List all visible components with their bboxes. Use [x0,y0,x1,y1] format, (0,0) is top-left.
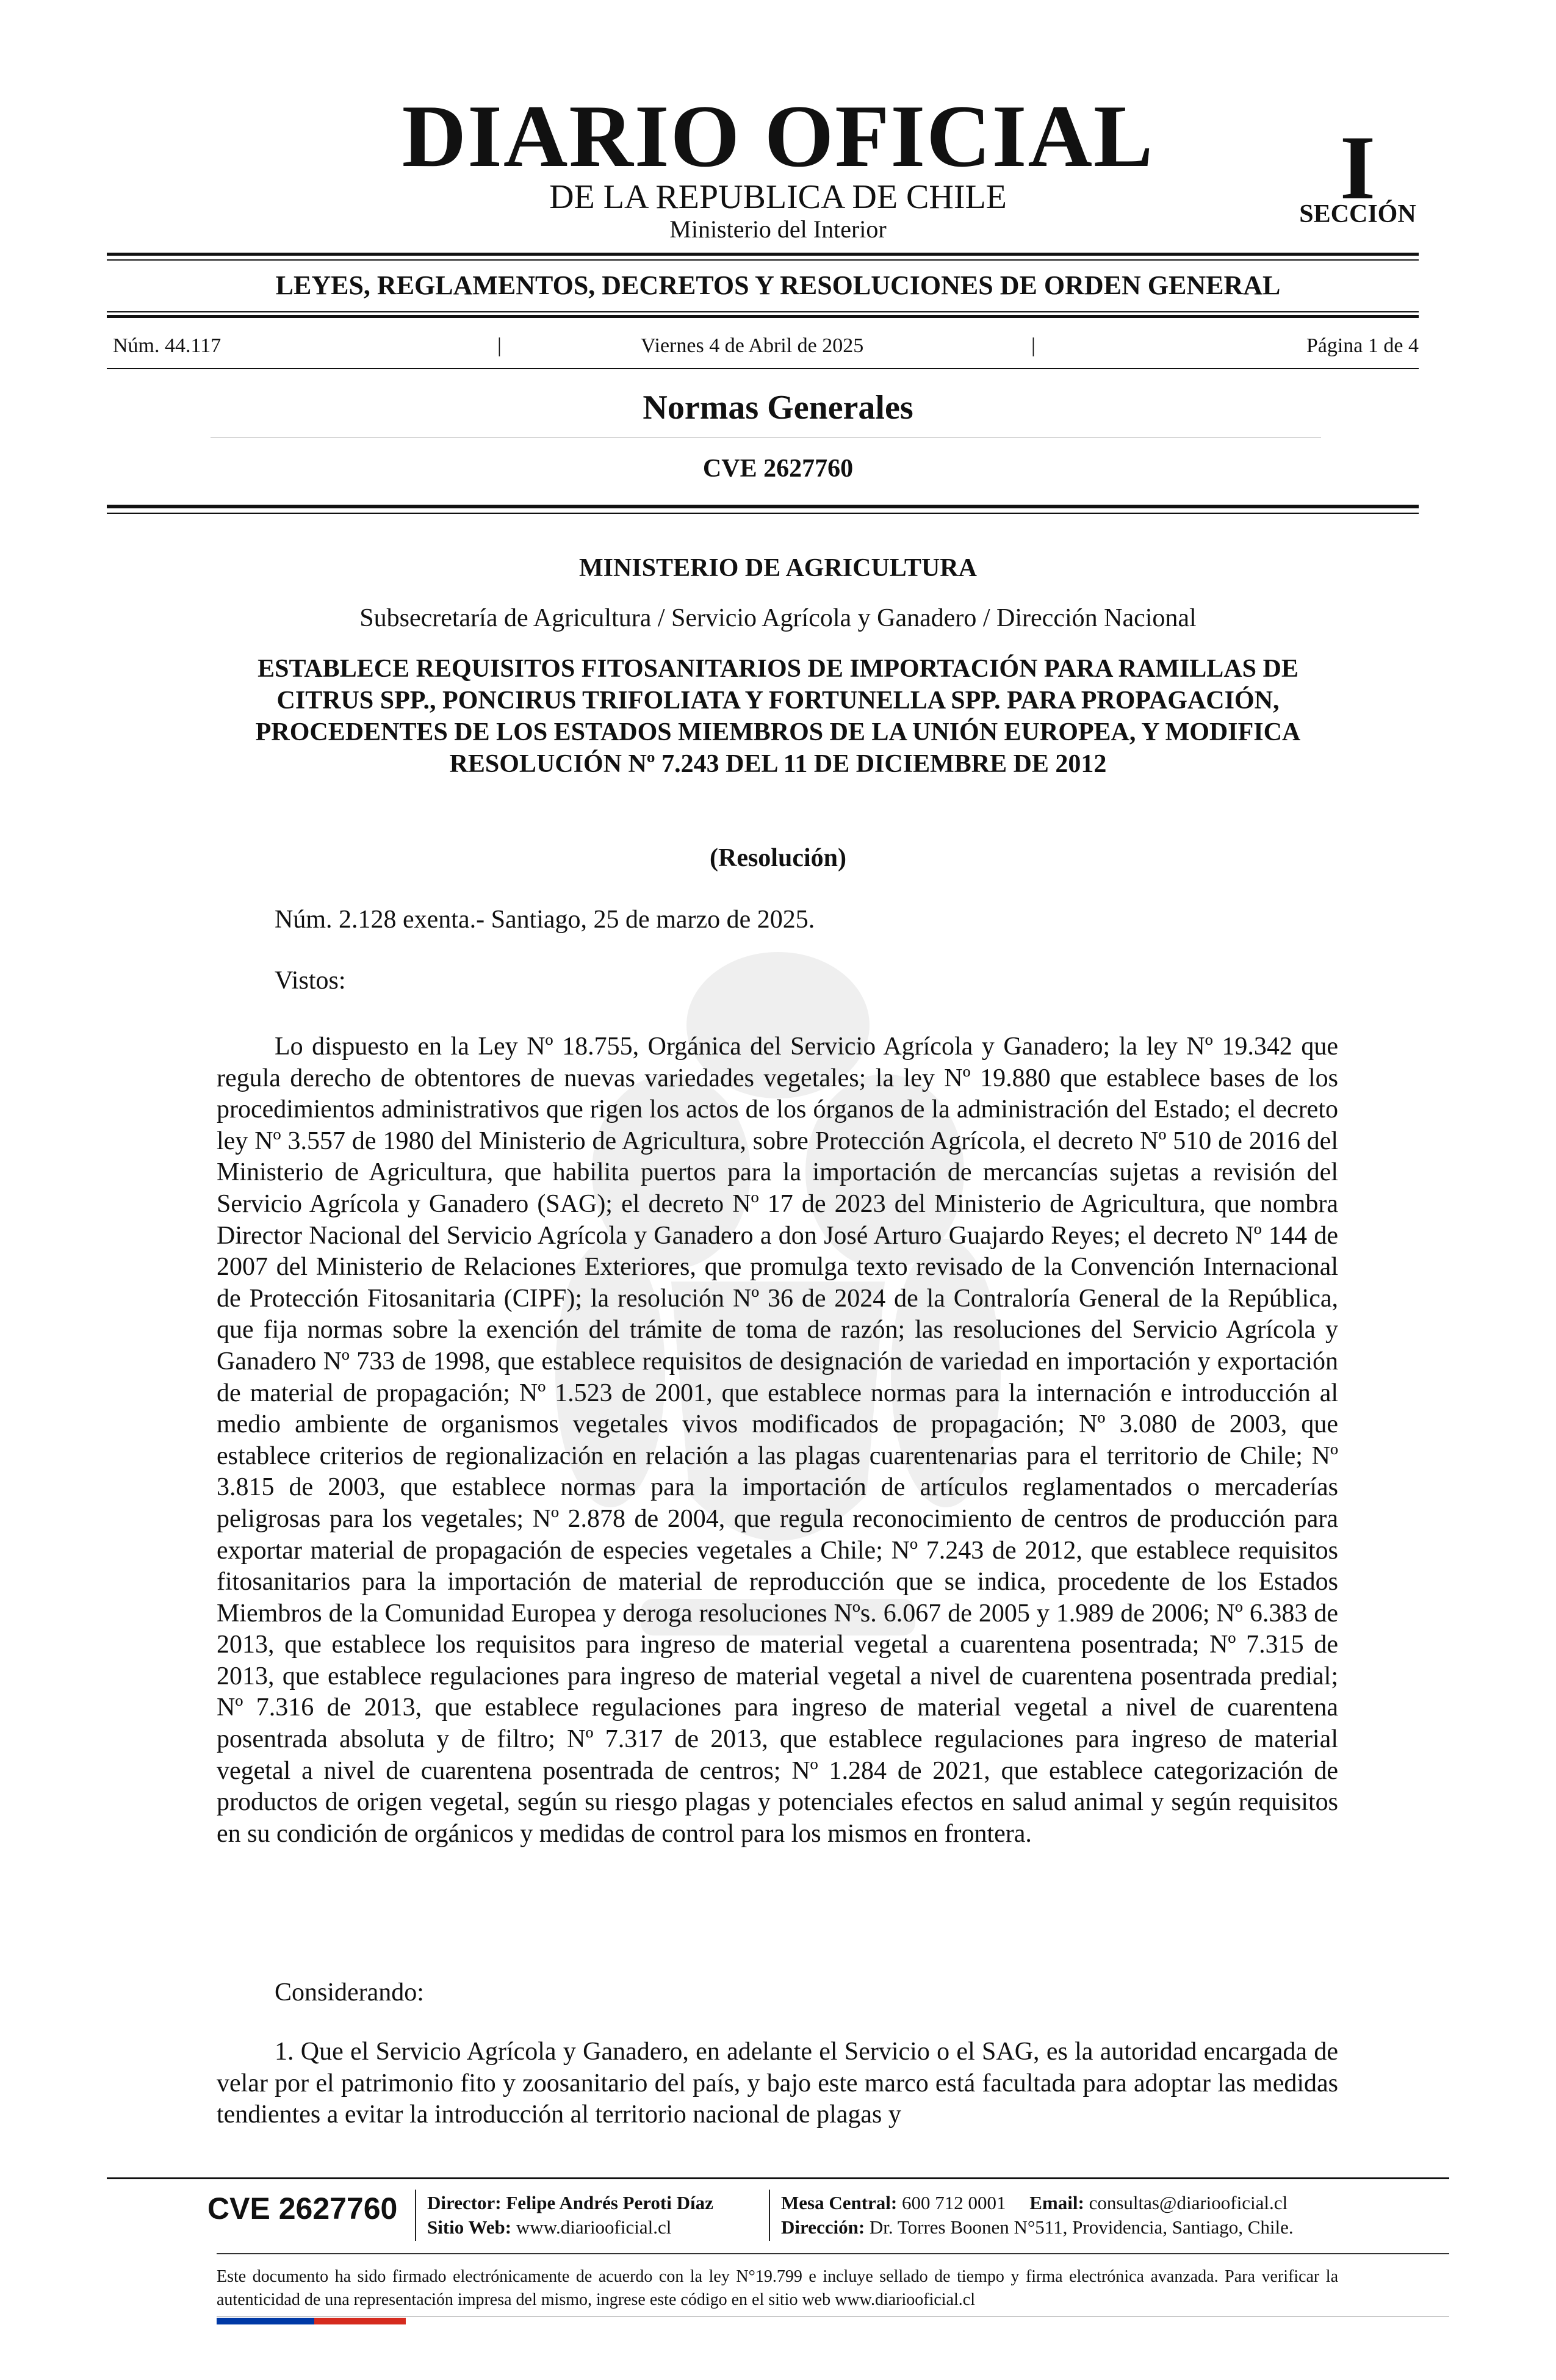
vistos-label: Vistos: [275,967,346,995]
direccion-value: Dr. Torres Boonen N°511, Providencia, Santiago, Chile. [869,2216,1294,2238]
footer-divider [769,2190,770,2241]
subsecretaria: Subsecretaría de Agricultura / Servicio Agrícola y Ganadero / Dirección Nacional [359,604,1197,632]
header-subtitle: LEYES, REGLAMENTOS, DECRETOS Y RESOLUCIONES DE ORDEN GENERAL [275,270,1281,300]
legal-notice: Este documento ha sido firmado electrónicamente de acuerdo con la ley N°19.799 e incluye sellado de tiempo y firma electrónica avanzada. Para verificar la autenticidad de una representación impresa del mismo, ingrese este código en el sitio web www.diariooficial.cl [217,2267,1338,2309]
issue-date: Viernes 4 de Abril de 2025 [641,334,864,357]
website-label: Sitio Web: [427,2216,512,2238]
footer-divider [415,2190,416,2241]
ministry-heading: MINISTERIO DE AGRICULTURA [579,554,977,582]
flag-stripe-red [314,2318,406,2324]
footer-contact [781,2191,1288,2215]
subtitle-rule-thick [107,315,1419,318]
footer-rule [107,2177,1449,2179]
director-name: Felipe Andrés Peroti Díaz [506,2192,713,2213]
cve-code: CVE 2627760 [702,455,854,483]
footer-website [427,2215,671,2240]
considerando-paragraph-1: 1. Que el Servicio Agrícola y Ganadero, en adelante el Servicio o el SAG, es la autoridad encargada de velar por el patrimonio fito y zoosanitario del país, y bajo este marco está facultada para adoptar las medidas tendientes a evitar la introducción al territorio nacional de plagas y [217,2038,1338,2129]
subtitle-rule-thin [107,311,1419,312]
cve-rule-thin [107,513,1419,514]
footer-address [781,2215,1294,2240]
meta-rule [107,368,1419,369]
footer-cve-code: CVE 2627760 [207,2191,398,2226]
resolution-number-line: Núm. 2.128 exenta.- Santiago, 25 de marzo de 2025. [275,906,815,934]
email-label: Email: [1029,2192,1084,2213]
section-label: SECCIÓN [1299,200,1416,228]
meta-separator: | [497,334,502,357]
section-heading: Normas Generales [643,389,913,427]
cve-rule-thick [107,505,1419,508]
email-link[interactable]: consultas@diariooficial.cl [1089,2192,1288,2213]
masthead-ministry: Ministerio del Interior [669,215,887,243]
masthead-rule-thick [107,253,1419,256]
issue-number: Núm. 44.117 [113,334,222,357]
mesa-value: 600 712 0001 [902,2192,1006,2213]
document-title: ESTABLECE REQUISITOS FITOSANITARIOS DE IMPORTACIÓN PARA RAMILLAS DE CITRUS SPP., PONCIRUS TRIFOLIATA Y FORTUNELLA SPP. PARA PROPAGACIÓN, PROCEDENTES DE LOS ESTADOS MIEMBROS DE LA UNIÓN EUROPEA, Y MODIFICA RESOLUCIÓN Nº 7.243 DEL 11 DE DICIEMBRE DE 2012 [255,655,1301,778]
footer-rule-2 [217,2253,1449,2254]
vistos-paragraph: Lo dispuesto en la Ley Nº 18.755, Orgánica del Servicio Agrícola y Ganadero; la ley Nº 19.342 que regula derecho de obtentores de nuevas variedades vegetales; la ley Nº 19.880 que establece bases de los procedimientos administrativos que rigen los actos de los órganos de la administración del Estado; el decreto ley Nº 3.557 de 1980 del Ministerio de Agricultura, sobre Protección Agrícola, el decreto Nº 510 de 2016 del Ministerio de Agricultura, que habilita puertos para la importación de mercancías sujetas a revisión del Servicio Agrícola y Ganadero (SAG); el decreto Nº 17 de 2023 del Ministerio de Agricultura, que nombra Director Nacional del Servicio Agrícola y Ganadero a don José Arturo Guajardo Reyes; el decreto Nº 144 de 2007 del Ministerio de Relaciones Exteriores, que promulga texto revisado de la Convención Internacional de Protección Fitosanitaria (CIPF); la resolución Nº 36 de 2024 de la Contraloría General de la República, que fija normas sobre la exención del trámite de toma de razón; las resoluciones del Servicio Agrícola y Ganadero Nº 733 de 1998, que establece requisitos de designación de variedad en importación y exportación de material de propagación; Nº 1.523 de 2001, que establece normas para la internación e introducción al medio ambiente de organismos vegetales vivos modificados de propagación; Nº 3.080 de 2003, que establece criterios de regionalización en relación a las plagas cuarentenarias para el territorio de Chile; Nº 3.815 de 2003, que establece normas para la importación de artículos reglamentados o mercaderías peligrosas para los vegetales; Nº 2.878 de 2004, que regula reconocimiento de centros de producción para exportar material de propagación de especies vegetales a Chile; Nº 7.243 de 2012, que establece requisitos fitosanitarios para la importación de material de reproducción que se indica, procedente de los Estados Miembros de la Comunidad Europea y deroga resoluciones Nºs. 6.067 de 2005 y 1.989 de 2006; Nº 6.383 de 2013, que establece los requisitos para ingreso de material vegetal a cuarentena posentrada; Nº 7.315 de 2013, que establece regulaciones para ingreso de material vegetal a nivel de cuarentena posentrada predial; Nº 7.316 de 2013, que establece regulaciones para ingreso de material vegetal a nivel de cuarentena posentrada absoluta y de filtro; Nº 7.317 de 2013, que establece regulaciones para ingreso de material vegetal a nivel de cuarentena posentrada de centros; Nº 1.284 de 2021, que establece categorización de productos de origen vegetal, según su riesgo plagas y potenciales efectos en salud animal y según requisitos en su condición de orgánicos y medidas de control para los mismos en frontera. [217,1033,1338,1848]
page-indicator: Página 1 de 4 [1306,334,1419,357]
section-heading-rule [211,437,1321,438]
mesa-label: Mesa Central: [781,2192,898,2213]
meta-separator: | [1031,334,1036,357]
website-link[interactable]: www.diariooficial.cl [516,2216,672,2238]
director-label: Director: [427,2192,502,2213]
masthead-rule-thin [107,259,1419,261]
section-numeral: I [1339,117,1376,218]
resolution-label: (Resolución) [710,844,846,872]
footer-director [427,2191,713,2215]
masthead-subtitle: DE LA REPUBLICA DE CHILE [549,178,1007,216]
direccion-label: Dirección: [781,2216,865,2238]
flag-stripe-blue [217,2318,314,2324]
masthead-title: DIARIO OFICIAL [402,87,1154,186]
considerando-label: Considerando: [275,1978,424,2007]
